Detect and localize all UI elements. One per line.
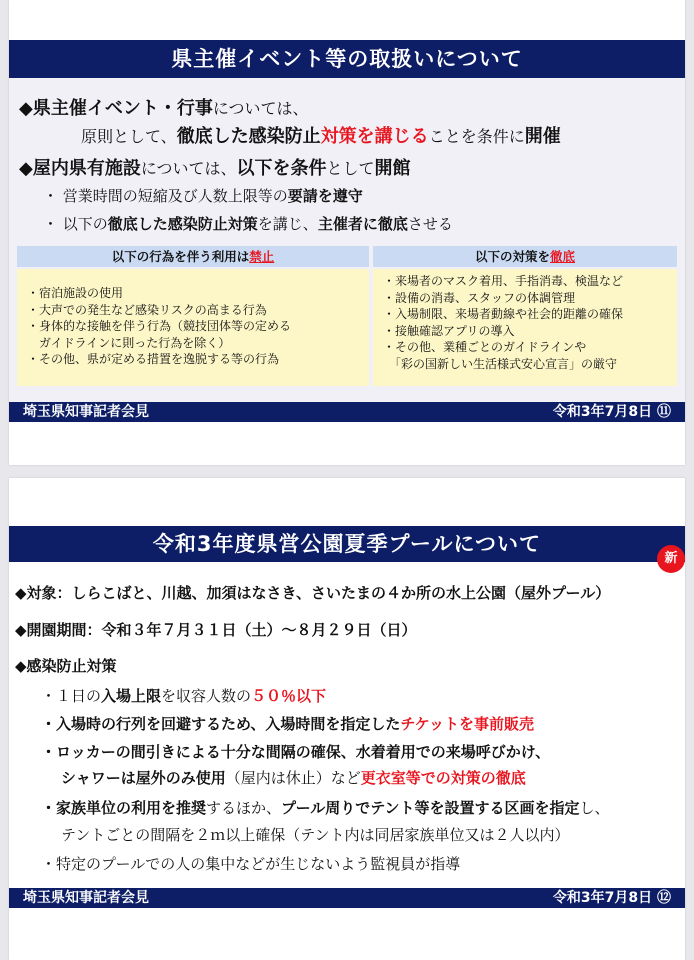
footer-source: 埼玉県知事記者会見: [23, 890, 149, 906]
text: については、: [140, 159, 237, 178]
text: 以下の行為を伴う利用は: [111, 249, 250, 264]
heading-indoor-facilities: [19, 154, 411, 180]
text: するほか、: [206, 799, 282, 817]
list-item: ・その他、県が定める措置を逸脱する等の行為: [27, 352, 280, 366]
heading-text: ◆県主催イベント・行事: [19, 98, 213, 119]
measures-heading: ◆感染防止対策: [15, 657, 117, 675]
period-line: ◆開園期間：令和３年７月３１日（土）～８月２９日（日）: [15, 621, 417, 639]
text: ・１日の: [41, 687, 102, 705]
text-red: 禁止: [249, 249, 275, 264]
list-item: ・入場制限、来場者動線や社会的距離の確保: [383, 307, 624, 321]
list-item: ・身体的な接触を伴う行為（競技団体等の定める: [27, 319, 292, 333]
footer-date-page: 令和3年7月8日 ⑫: [552, 890, 671, 906]
bullet-lockers-cont: [61, 767, 526, 788]
list-item: 「彩の国新しい生活様式安心宣言」の厳守: [383, 356, 618, 371]
text-bold: シャワーは屋外のみ使用: [61, 769, 226, 787]
footer-date-page: 令和3年7月8日 ⑪: [552, 404, 671, 420]
list-item: ・宿泊施設の使用: [27, 286, 124, 300]
text: を講じ、: [257, 215, 318, 233]
text: し、: [579, 799, 610, 817]
list-item: ガイドラインに則った行為を除く）: [27, 335, 231, 350]
text-red: 徹底: [550, 249, 576, 264]
bullet-lockers: ・ロッカーの間引きによる十分な間隔の確保、水着着用での来場呼びかけ、: [41, 743, 551, 761]
slide-1-footer: [9, 402, 685, 422]
list-item: ・その他、業種ごとのガイドラインや: [383, 340, 587, 354]
new-badge: 新: [657, 545, 685, 573]
bullet-business-hours: [43, 185, 363, 206]
text: を収容人数の: [161, 687, 252, 705]
text-bold: プール周りでテント等を設置する区画を指定: [281, 799, 580, 817]
table-header-required: [373, 246, 677, 267]
bullet-infection-measures: [43, 213, 453, 234]
text-red: 更衣室等での対策の徹底: [360, 769, 526, 787]
text-bold: 要請を遵守: [287, 187, 363, 205]
bullet-family-units-cont: テントごとの間隔を２ｍ以上確保（テント内は同居家族単位又は２人以内）: [61, 826, 570, 844]
text: として: [326, 159, 375, 178]
text-bold: 以下を条件: [236, 158, 327, 179]
slide-2-title: 令和3年度県営公園夏季プールについて: [9, 526, 685, 562]
slide-2-footer: [9, 888, 685, 908]
text-bold: 徹底した感染防止対策: [107, 215, 258, 233]
bullet-lifeguards: ・特定のプールでの人の集中などが生じないよう監視員が指導: [41, 855, 461, 873]
text-bold: ◆屋内県有施設: [19, 158, 141, 179]
list-item: ・来場者のマスク着用、手指消毒、検温など: [383, 274, 624, 288]
text: ことを条件に: [428, 127, 525, 146]
text-bold: 主催者に徹底: [317, 215, 408, 233]
list-item: ・設備の消毒、スタッフの体調管理: [383, 290, 576, 305]
text-bold: 徹底した感染防止: [176, 126, 321, 147]
table-cell-required: [373, 269, 677, 386]
slide-1: [9, 0, 685, 465]
text: 以下の対策を: [474, 249, 550, 264]
list-item: ・大声での発生など感染リスクの高まる行為: [27, 302, 267, 317]
bullet-ticket-presale: [41, 713, 534, 734]
text-bold: ・家族単位の利用を推奨: [41, 799, 207, 817]
text: ・ 以下の: [43, 215, 108, 233]
target-line: ◆対象：しらこばと、川越、加須はなさき、さいたまの４か所の水上公園（屋外プール）: [15, 584, 611, 602]
text-bold: 入場上限: [101, 687, 162, 705]
text-bold: 開館: [374, 158, 411, 179]
events-condition-line: [81, 122, 561, 148]
text-red: チケットを事前販売: [400, 715, 535, 733]
text-red: ５０％以下: [251, 687, 327, 705]
heading-prefectural-events: [19, 94, 309, 120]
text-red: 対策を講じる: [320, 126, 429, 147]
text-bold: 開催: [524, 126, 561, 147]
text: （屋内は休止）など: [225, 769, 361, 787]
slide-1-title: 県主催イベント等の取扱いについて: [9, 40, 685, 78]
bullet-entry-limit: [41, 685, 326, 706]
bullet-family-units: [41, 797, 610, 818]
table-cell-prohibited: [17, 269, 369, 386]
list-item: ・接触確認アプリの導入: [383, 323, 515, 338]
text: ・ 営業時間の短縮及び人数上限等の: [43, 187, 288, 205]
conditions-table: [17, 246, 677, 386]
text: 原則として、: [81, 127, 177, 146]
slide-2: [9, 478, 685, 960]
heading-rest: については、: [212, 99, 309, 118]
table-header-prohibited: [17, 246, 369, 267]
text: させる: [407, 215, 453, 233]
footer-source: 埼玉県知事記者会見: [23, 404, 149, 420]
text-bold: ・入場時の行列を回避するため、入場時間を指定した: [41, 715, 401, 733]
